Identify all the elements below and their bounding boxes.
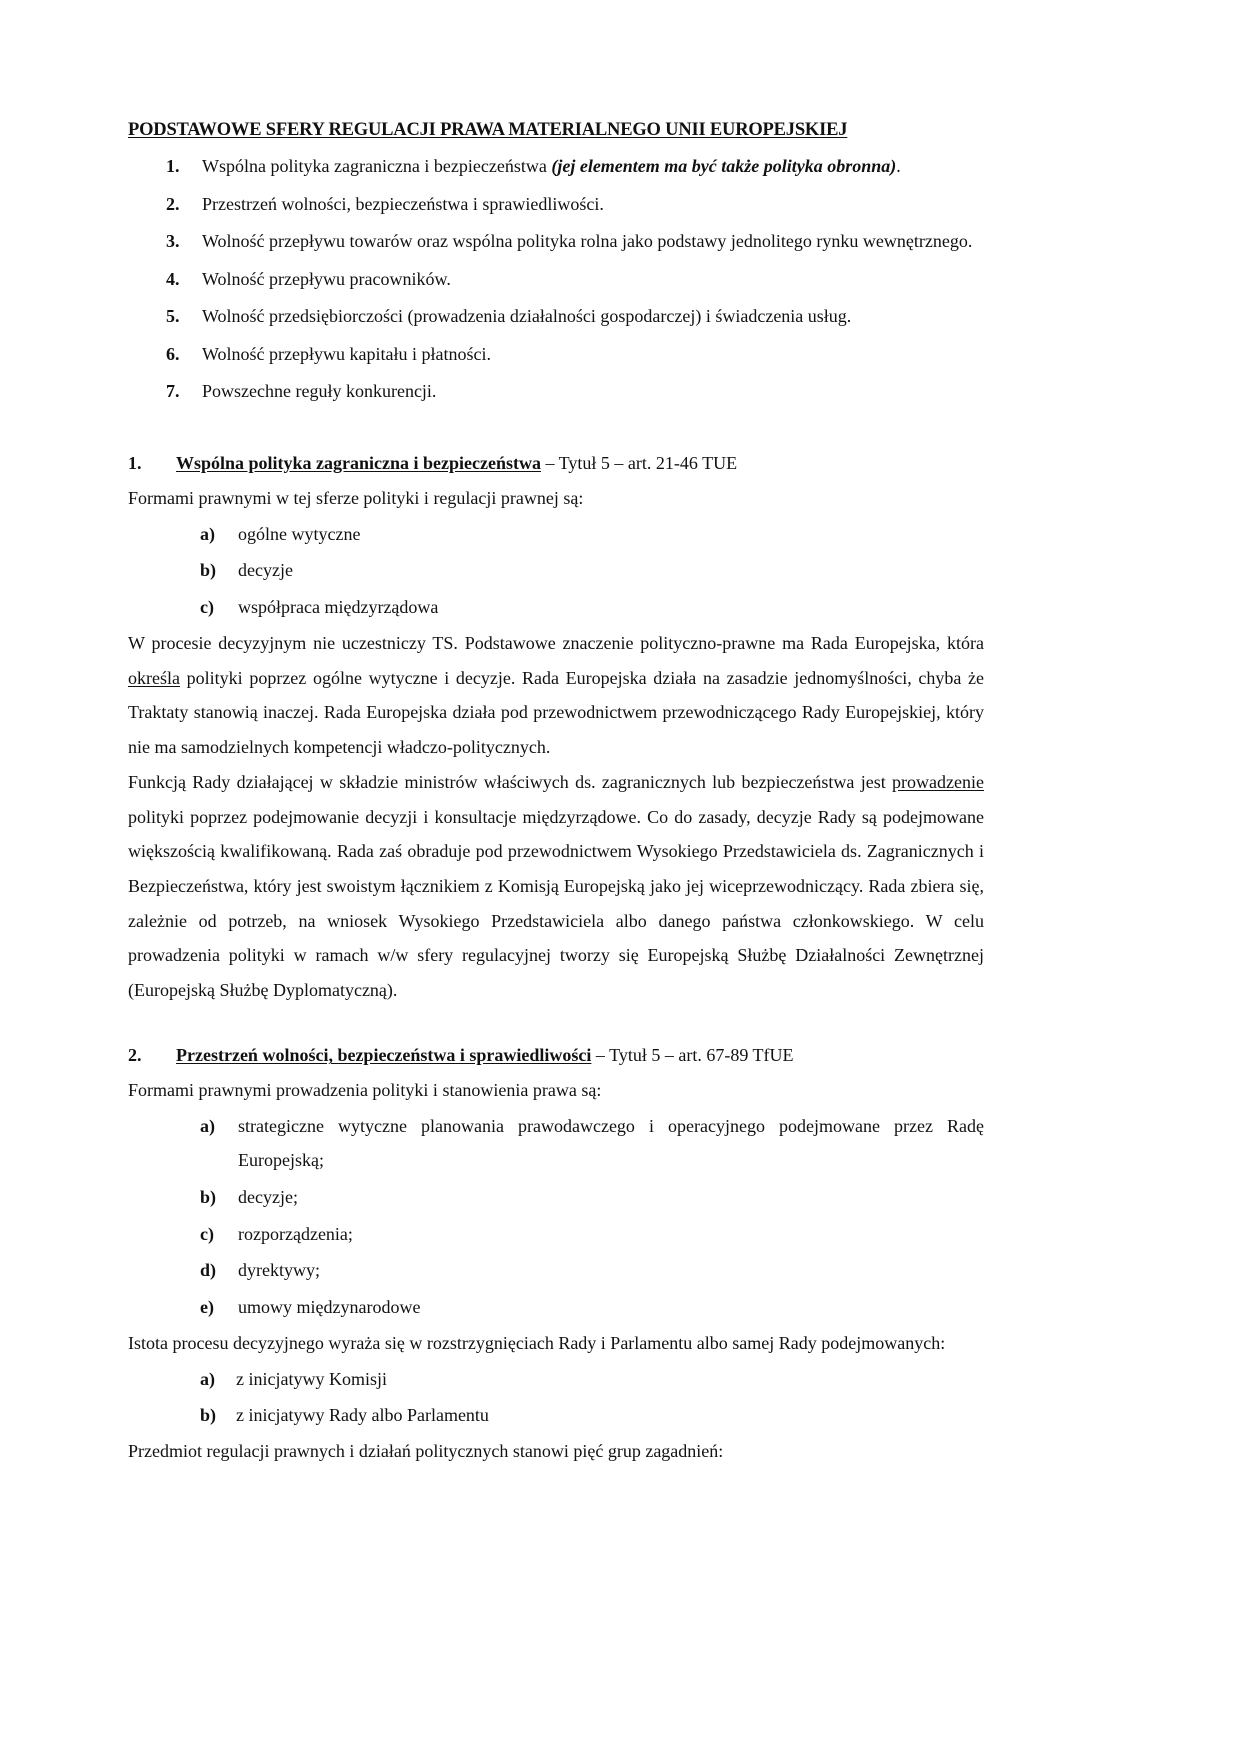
section-two-initiatives-list	[128, 1362, 984, 1432]
list-marker: 1.	[166, 155, 180, 176]
list-marker: 4.	[166, 268, 180, 289]
list-item-text: strategiczne wytyczne planowania prawodawczego i operacyjnego podejmowane przez Radę Europejską;	[238, 1115, 984, 1171]
list-item	[128, 1180, 984, 1215]
list-item-text: umowy międzynarodowe	[238, 1296, 421, 1317]
section-two	[128, 1038, 984, 1468]
list-item-text: z inicjatywy Rady albo Parlamentu	[236, 1404, 489, 1425]
list-item	[128, 1398, 984, 1432]
section-number: 2.	[128, 1045, 142, 1066]
list-item	[128, 553, 984, 588]
section-one-forms-list	[128, 517, 984, 625]
list-item-text-tail: .	[896, 155, 901, 176]
list-item-text: Wolność przedsiębiorczości (prowadzenia działalności gospodarczej) i świadczenia usług.	[202, 306, 852, 327]
section-two-paragraph-1: Istota procesu decyzyjnego wyraża się w rozstrzygnięciach Rady i Parlamentu albo samej Rady podejmowanych:	[128, 1333, 946, 1354]
list-item-text: z inicjatywy Komisji	[236, 1368, 387, 1389]
list-item	[128, 1290, 984, 1325]
page-title: PODSTAWOWE SFERY REGULACJI PRAWA MATERIALNEGO UNII EUROPEJSKIEJ	[128, 120, 848, 140]
list-item	[128, 224, 984, 259]
paragraph-text-part-1: Funkcją Rady działającej w składzie ministrów właściwych ds. zagranicznych lub bezpieczeństwa jest	[128, 772, 893, 793]
list-item-text: Przestrzeń wolności, bezpieczeństwa i sprawiedliwości.	[202, 193, 604, 214]
list-marker: b)	[200, 1404, 217, 1425]
section-number: 1.	[128, 452, 142, 473]
list-marker: b)	[200, 1187, 217, 1208]
spacer	[128, 1008, 984, 1024]
list-item	[128, 1217, 984, 1252]
section-two-closing: Przedmiot regulacji prawnych i działań politycznych stanowi pięć grup zagadnień:	[128, 1441, 724, 1462]
list-item-text: Wolność przepływu kapitału i płatności.	[202, 343, 491, 364]
list-item-text: Wspólna polityka zagraniczna i bezpieczeństwa	[202, 155, 552, 176]
section-reference: – Tytuł 5 – art. 21-46 TUE	[541, 452, 738, 473]
paragraph-text-part-2: polityki poprzez ogólne wytyczne i decyzje. Rada Europejska działa na zasadzie jednomyślności, chyba że Traktaty stanowią inaczej. Rada Europejska działa pod przewodnictwem przewodniczącego Rady Europejskiej, który nie ma samodzielnych kompetencji władczo-politycznych.	[128, 667, 984, 757]
section-title: Wspólna polityka zagraniczna i bezpieczeństwa	[176, 452, 541, 473]
paragraph-text-part-1: W procesie decyzyjnym nie uczestniczy TS. Podstawowe znaczenie polityczno-prawne ma Rada Europejska, która	[128, 633, 984, 654]
list-item-text: decyzje;	[238, 1187, 298, 1208]
list-item-text: ogólne wytyczne	[238, 523, 361, 544]
list-item-text: dyrektywy;	[238, 1260, 320, 1281]
list-marker: e)	[200, 1296, 214, 1317]
list-marker: 2.	[166, 193, 180, 214]
list-marker: c)	[200, 596, 214, 617]
list-item	[128, 517, 984, 552]
section-two-lead: Formami prawnymi prowadzenia polityki i stanowienia prawa są:	[128, 1080, 602, 1101]
section-one-paragraph-2	[128, 765, 984, 1007]
list-item-text: współpraca międzyrządowa	[238, 596, 439, 617]
list-item	[128, 149, 984, 184]
list-marker: a)	[200, 1368, 215, 1389]
list-item	[128, 1362, 984, 1396]
list-item	[128, 337, 984, 372]
section-one-heading	[128, 446, 984, 480]
list-item	[128, 1253, 984, 1288]
paragraph-underlined-term: określa	[128, 667, 180, 688]
list-item-text: decyzje	[238, 560, 293, 581]
list-item	[128, 187, 984, 222]
section-two-heading	[128, 1038, 984, 1072]
list-item-text: Powszechne reguły konkurencji.	[202, 381, 437, 402]
list-marker: 3.	[166, 231, 180, 252]
list-marker: c)	[200, 1223, 214, 1244]
section-reference: – Tytuł 5 – art. 67-89 TfUE	[591, 1045, 794, 1066]
paragraph-underlined-term: prowadzenie	[892, 772, 984, 793]
list-item	[128, 374, 984, 409]
list-marker: a)	[200, 1115, 215, 1136]
list-item	[128, 299, 984, 334]
list-marker: 5.	[166, 306, 180, 327]
list-marker: b)	[200, 560, 217, 581]
document-content	[128, 118, 984, 1470]
list-item	[128, 590, 984, 625]
list-marker: d)	[200, 1260, 217, 1281]
section-one	[128, 446, 984, 1007]
section-title: Przestrzeń wolności, bezpieczeństwa i sprawiedliwości	[176, 1045, 592, 1066]
spacer	[128, 412, 984, 446]
list-item	[128, 1109, 984, 1178]
list-item-text: Wolność przepływu towarów oraz wspólna polityka rolna jako podstawy jednolitego rynku wewnętrznego.	[202, 231, 973, 252]
section-one-lead: Formami prawnymi w tej sferze polityki i regulacji prawnej są:	[128, 487, 584, 508]
list-item-emphasis: (jej elementem ma być także polityka obronna)	[551, 155, 897, 176]
section-two-forms-list	[128, 1109, 984, 1324]
list-item-text: rozporządzenia;	[238, 1223, 353, 1244]
overview-list	[128, 149, 984, 409]
list-item-text: Wolność przepływu pracowników.	[202, 268, 451, 289]
list-item	[128, 262, 984, 297]
section-one-paragraph-1	[128, 626, 984, 764]
list-marker: 7.	[166, 381, 180, 402]
list-marker: 6.	[166, 343, 180, 364]
list-marker: a)	[200, 523, 215, 544]
paragraph-text-part-2: polityki poprzez podejmowanie decyzji i konsultacje międzyrządowe. Co do zasady, decyzje Rady są podejmowane większością kwalifikowaną. Rada zaś obraduje pod przewodnictwem Wysokiego Przedstawiciela ds. Zagranicznych i Bezpieczeństwa, który jest swoistym łącznikiem z Komisją Europejską jako jej wiceprzewodniczący. Rada zbiera się, zależnie od potrzeb, na wniosek Wysokiego Przedstawiciela albo danego państwa członkowskiego. W celu prowadzenia polityki w ramach w/w sfery regulacyjnej tworzy się Europejską Służbę Działalności Zewnętrznej (Europejską Służbę Dyplomatyczną).	[128, 806, 984, 1000]
